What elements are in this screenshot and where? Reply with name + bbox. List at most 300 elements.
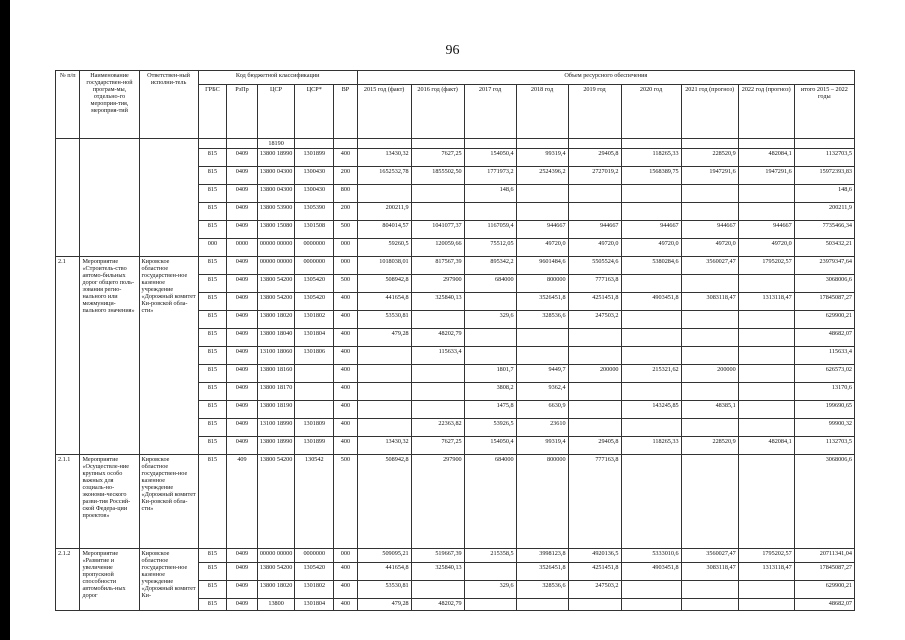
- cell-2020: [621, 599, 681, 611]
- cell-grbs: 815: [198, 203, 227, 221]
- cell-2021: 3083118,47: [681, 293, 738, 311]
- cell-2022: [738, 311, 794, 329]
- cell-csr2: [295, 401, 334, 419]
- cell-2022: 1947291,6: [738, 167, 794, 185]
- cell-2017: 684000: [464, 455, 516, 549]
- cell-vr: 000: [334, 239, 358, 257]
- cell-2017: 895342,2: [464, 257, 516, 275]
- cell-csr2: 1301899: [295, 149, 334, 167]
- cell-csr2: 1305420: [295, 275, 334, 293]
- cell-2015: [357, 365, 411, 383]
- cell-2018: 3526451,8: [516, 293, 568, 311]
- cell-csr: 13800 18990: [257, 437, 295, 455]
- cell-csr2: 1300430: [295, 185, 334, 203]
- cell-grbs: 815: [198, 365, 227, 383]
- cell-2018: 2524396,2: [516, 167, 568, 185]
- cell-2019: 777163,8: [568, 455, 621, 549]
- cell-2019: 49720,0: [568, 239, 621, 257]
- cell-2015: 479,28: [357, 329, 411, 347]
- cell-total: 199690,65: [794, 401, 854, 419]
- header-2022: 2022 год (прогноз): [738, 85, 794, 139]
- cell-csr: 13100 18060: [257, 347, 295, 365]
- cell-total: 20711341,04: [794, 549, 854, 563]
- cell-2018: [516, 599, 568, 611]
- cell-2016: 297900: [411, 275, 464, 293]
- cell-2020: 118265,33: [621, 437, 681, 455]
- cell-2021: [681, 419, 738, 437]
- cell-grbs: 815: [198, 419, 227, 437]
- header-2017: 2017 год: [464, 85, 516, 139]
- cell-rzpr: 0409: [227, 383, 258, 401]
- cell-total: 115633,4: [794, 347, 854, 365]
- cell-total: 7735466,34: [794, 221, 854, 239]
- cell-2019: [568, 139, 621, 149]
- cell-rzpr: 409: [227, 455, 258, 549]
- cell-2018: 3526451,8: [516, 563, 568, 581]
- cell-csr: 00000 00000: [257, 239, 295, 257]
- cell-2019: [568, 599, 621, 611]
- cell-vr: 400: [334, 599, 358, 611]
- cell-2019: 777163,8: [568, 275, 621, 293]
- cell-2022: [738, 581, 794, 599]
- cell-2019: [568, 203, 621, 221]
- cell-csr: 13800 54200: [257, 293, 295, 311]
- cell-vr: 400: [334, 581, 358, 599]
- cell-2022: 1313118,47: [738, 293, 794, 311]
- cell-2018: 9601484,6: [516, 257, 568, 275]
- cell-2019: 4251451,8: [568, 563, 621, 581]
- cell-2020: 118265,33: [621, 149, 681, 167]
- cell-total: 503432,21: [794, 239, 854, 257]
- cell-2019: 247503,2: [568, 311, 621, 329]
- cell-2021: [681, 581, 738, 599]
- cell-2018: [516, 185, 568, 203]
- cell-2021: [681, 311, 738, 329]
- header-grbs: ГРБС: [198, 85, 227, 139]
- cell-2021: [681, 185, 738, 203]
- cell-csr2: 1301802: [295, 311, 334, 329]
- cell-2017: 154050,4: [464, 149, 516, 167]
- cell-rzpr: 0409: [227, 419, 258, 437]
- cell-rzpr: [227, 139, 258, 149]
- cell-grbs: 815: [198, 185, 227, 203]
- cell-2019: 200000: [568, 365, 621, 383]
- cell-total: 1132703,5: [794, 149, 854, 167]
- cell-2015: 53530,81: [357, 311, 411, 329]
- cell-2021: [681, 383, 738, 401]
- cell-2022: [738, 383, 794, 401]
- cell-2022: [738, 365, 794, 383]
- cell-2020: [621, 185, 681, 203]
- cell-csr2: 1301508: [295, 221, 334, 239]
- cell-name: Мероприятие «Осуществле-ние крупных особо важных для социаль-но-экономи-ческого разви-тия Россий-ской Федера-ции проектов»: [80, 455, 139, 549]
- cell-total: 200211,9: [794, 203, 854, 221]
- cell-2021: 3560027,47: [681, 549, 738, 563]
- cell-csr: 13800 04300: [257, 167, 295, 185]
- cell-2016: [411, 401, 464, 419]
- cell-2015: 53530,81: [357, 581, 411, 599]
- cell-2019: 247503,2: [568, 581, 621, 599]
- cell-vr: 400: [334, 311, 358, 329]
- cell-2016: 297900: [411, 455, 464, 549]
- cell-grbs: 815: [198, 347, 227, 365]
- cell-2018: [516, 329, 568, 347]
- cell-2021: 3083118,47: [681, 563, 738, 581]
- cell-executor: Кировское областное государствен-ное казенное учреждение «Дорожный комитет Ки-: [139, 549, 198, 611]
- cell-2021: 228520,9: [681, 149, 738, 167]
- cell-2015: 200211,9: [357, 203, 411, 221]
- cell-2018: 328536,6: [516, 581, 568, 599]
- cell-csr2: 1305390: [295, 203, 334, 221]
- cell-csr: 00000 00000: [257, 549, 295, 563]
- cell-csr2: 1305420: [295, 293, 334, 311]
- cell-2017: 53926,5: [464, 419, 516, 437]
- cell-csr2: 1301804: [295, 599, 334, 611]
- cell-2016: [411, 383, 464, 401]
- cell-2016: 7627,25: [411, 437, 464, 455]
- cell-2021: [681, 347, 738, 365]
- cell-2021: [681, 139, 738, 149]
- cell-2021: 49720,0: [681, 239, 738, 257]
- cell-2015: 1652532,78: [357, 167, 411, 185]
- cell-2015: 508942,8: [357, 275, 411, 293]
- cell-rzpr: 0409: [227, 185, 258, 203]
- cell-2021: [681, 275, 738, 293]
- cell-total: 17845087,27: [794, 563, 854, 581]
- header-num: № п/п: [56, 71, 80, 139]
- cell-csr: 13100 18990: [257, 419, 295, 437]
- cell-2017: 148,6: [464, 185, 516, 203]
- cell-rzpr: 0409: [227, 347, 258, 365]
- cell-2018: 9362,4: [516, 383, 568, 401]
- cell-2022: [738, 139, 794, 149]
- cell-2016: [411, 139, 464, 149]
- cell-2020: [621, 311, 681, 329]
- cell-2016: 22363,82: [411, 419, 464, 437]
- cell-2015: 441654,8: [357, 563, 411, 581]
- page-number: 96: [445, 43, 460, 58]
- cell-rzpr: 0409: [227, 563, 258, 581]
- cell-csr: 13800 04300: [257, 185, 295, 203]
- cell-2017: 1801,7: [464, 365, 516, 383]
- cell-2018: 944667: [516, 221, 568, 239]
- cell-2015: [357, 383, 411, 401]
- cell-2019: [568, 401, 621, 419]
- cell-2018: 328536,6: [516, 311, 568, 329]
- cell-2016: [411, 185, 464, 203]
- cell-total: 629900,21: [794, 311, 854, 329]
- cell-grbs: 815: [198, 149, 227, 167]
- cell-total: 48682,07: [794, 329, 854, 347]
- cell-vr: 500: [334, 275, 358, 293]
- cell-grbs: 815: [198, 581, 227, 599]
- cell-num: 2.1: [56, 257, 80, 455]
- cell-2019: 5505524,6: [568, 257, 621, 275]
- cell-csr: 13800 18040: [257, 329, 295, 347]
- cell-grbs: 815: [198, 437, 227, 455]
- cell-total: 629900,21: [794, 581, 854, 599]
- cell-grbs: 815: [198, 221, 227, 239]
- header-rzpr: РзПр: [227, 85, 258, 139]
- cell-2019: 29405,8: [568, 149, 621, 167]
- cell-2020: 49720,0: [621, 239, 681, 257]
- cell-csr2: 0000000: [295, 257, 334, 275]
- cell-2015: 479,28: [357, 599, 411, 611]
- scan-edge-bar: [0, 0, 10, 640]
- cell-csr2: 0000000: [295, 549, 334, 563]
- cell-2021: 48385,1: [681, 401, 738, 419]
- cell-executor: [139, 139, 198, 257]
- cell-2017: 215358,5: [464, 549, 516, 563]
- cell-2022: 1313118,47: [738, 563, 794, 581]
- cell-2018: 800000: [516, 455, 568, 549]
- cell-csr2: 1301806: [295, 347, 334, 365]
- cell-2015: 509095,21: [357, 549, 411, 563]
- cell-grbs: 815: [198, 383, 227, 401]
- cell-2022: [738, 329, 794, 347]
- cell-2018: 99319,4: [516, 437, 568, 455]
- cell-csr: 00000 00000: [257, 257, 295, 275]
- cell-2018: 3998123,8: [516, 549, 568, 563]
- cell-2021: 200000: [681, 365, 738, 383]
- cell-2018: 9449,7: [516, 365, 568, 383]
- cell-csr: 13800 54200: [257, 563, 295, 581]
- cell-name: Мероприятие «Строитель-ство автомо-бильных дорог общего поль-зования регио-нального или межмуници-пального значения»: [80, 257, 139, 455]
- cell-2016: [411, 581, 464, 599]
- cell-2022: [738, 401, 794, 419]
- cell-vr: 800: [334, 185, 358, 203]
- cell-vr: 400: [334, 383, 358, 401]
- cell-2015: 804014,57: [357, 221, 411, 239]
- cell-grbs: 815: [198, 167, 227, 185]
- cell-2020: [621, 203, 681, 221]
- cell-2019: 2727019,2: [568, 167, 621, 185]
- cell-2020: [621, 383, 681, 401]
- cell-rzpr: 0409: [227, 257, 258, 275]
- cell-total: 3068006,6: [794, 275, 854, 293]
- resource-table: [55, 70, 855, 611]
- cell-2018: 6630,9: [516, 401, 568, 419]
- cell-2016: [411, 203, 464, 221]
- cell-executor: Кировское областное государствен-ное казенное учреждение «Дорожный комитет Ки-ровской обла-сти»: [139, 455, 198, 549]
- cell-2017: [464, 329, 516, 347]
- cell-2022: [738, 275, 794, 293]
- cell-num: 2.1.1: [56, 455, 80, 549]
- cell-2015: 59260,5: [357, 239, 411, 257]
- cell-2020: [621, 455, 681, 549]
- cell-2015: [357, 401, 411, 419]
- cell-2018: 49720,0: [516, 239, 568, 257]
- cell-rzpr: 0409: [227, 311, 258, 329]
- cell-name: Мероприятие «Развитие и увеличение пропускной способности автомобиль-ных дорог: [80, 549, 139, 611]
- cell-2017: [464, 203, 516, 221]
- cell-2020: 5333010,6: [621, 549, 681, 563]
- cell-2017: 329,6: [464, 581, 516, 599]
- cell-grbs: 815: [198, 401, 227, 419]
- cell-2015: [357, 419, 411, 437]
- cell-vr: 000: [334, 549, 358, 563]
- cell-total: 48682,07: [794, 599, 854, 611]
- cell-total: 13170,6: [794, 383, 854, 401]
- cell-csr2: [295, 365, 334, 383]
- cell-2020: [621, 347, 681, 365]
- cell-csr: 13800 54200: [257, 275, 295, 293]
- cell-2022: 944667: [738, 221, 794, 239]
- cell-csr: 13800 53900: [257, 203, 295, 221]
- cell-2017: 3808,2: [464, 383, 516, 401]
- cell-csr2: 1305420: [295, 563, 334, 581]
- table-header: [56, 71, 855, 139]
- cell-rzpr: 0409: [227, 329, 258, 347]
- cell-2020: [621, 139, 681, 149]
- cell-2017: 1167059,4: [464, 221, 516, 239]
- cell-2021: 228520,9: [681, 437, 738, 455]
- cell-2020: 1568389,75: [621, 167, 681, 185]
- cell-num: [56, 139, 80, 257]
- cell-2015: 1018038,01: [357, 257, 411, 275]
- cell-csr: 13800 18170: [257, 383, 295, 401]
- cell-num: 2.1.2: [56, 549, 80, 611]
- cell-2019: 4251451,8: [568, 293, 621, 311]
- cell-grbs: 815: [198, 455, 227, 549]
- cell-2019: [568, 185, 621, 203]
- cell-2022: 482084,1: [738, 149, 794, 167]
- cell-2017: 329,6: [464, 311, 516, 329]
- cell-total: 626573,02: [794, 365, 854, 383]
- cell-csr: 13800 18190: [257, 401, 295, 419]
- cell-rzpr: 0409: [227, 221, 258, 239]
- cell-rzpr: 0409: [227, 149, 258, 167]
- header-budget-code: Код бюджетной классификации: [198, 71, 357, 85]
- cell-total: [794, 139, 854, 149]
- cell-csr: 18190: [257, 139, 295, 149]
- cell-csr2: 1301809: [295, 419, 334, 437]
- cell-2017: [464, 139, 516, 149]
- cell-2015: 13430,32: [357, 149, 411, 167]
- cell-2018: 99319,4: [516, 149, 568, 167]
- cell-2021: [681, 329, 738, 347]
- cell-2020: 143245,85: [621, 401, 681, 419]
- cell-2021: 944667: [681, 221, 738, 239]
- table-row: [56, 455, 855, 549]
- cell-2016: 115633,4: [411, 347, 464, 365]
- cell-rzpr: 0409: [227, 581, 258, 599]
- cell-2020: [621, 329, 681, 347]
- cell-2022: 49720,0: [738, 239, 794, 257]
- cell-vr: 400: [334, 437, 358, 455]
- cell-2018: [516, 139, 568, 149]
- cell-vr: 200: [334, 203, 358, 221]
- cell-csr: 13800 18020: [257, 311, 295, 329]
- header-2020: 2020 год: [621, 85, 681, 139]
- cell-2015: 441654,8: [357, 293, 411, 311]
- cell-2016: [411, 311, 464, 329]
- cell-2019: 29405,8: [568, 437, 621, 455]
- cell-2015: [357, 139, 411, 149]
- cell-2022: [738, 599, 794, 611]
- header-name: Наименование государствен-ной програм-мы, отдельно-го мероприя-тия, мероприя-тий: [80, 71, 139, 139]
- cell-2022: [738, 203, 794, 221]
- cell-2016: 1041077,37: [411, 221, 464, 239]
- cell-vr: 500: [334, 221, 358, 239]
- header-vr: ВР: [334, 85, 358, 139]
- cell-grbs: 815: [198, 257, 227, 275]
- cell-csr2: [295, 383, 334, 401]
- cell-grbs: 815: [198, 549, 227, 563]
- cell-2022: 1795202,57: [738, 257, 794, 275]
- cell-2018: 800000: [516, 275, 568, 293]
- cell-csr2: 1301802: [295, 581, 334, 599]
- cell-2015: [357, 185, 411, 203]
- cell-2017: 154050,4: [464, 437, 516, 455]
- cell-2020: 215321,62: [621, 365, 681, 383]
- cell-grbs: 815: [198, 329, 227, 347]
- cell-total: 17845087,27: [794, 293, 854, 311]
- cell-2019: 944667: [568, 221, 621, 239]
- cell-2019: [568, 419, 621, 437]
- cell-grbs: [198, 139, 227, 149]
- cell-rzpr: 0000: [227, 239, 258, 257]
- cell-csr2: 0000000: [295, 239, 334, 257]
- cell-executor: Кировское областное государствен-ное казенное учреждение «Дорожный комитет Ки-ровской обла-сти»: [139, 257, 198, 455]
- header-csr: ЦСР: [257, 85, 295, 139]
- table-row: [56, 257, 855, 275]
- cell-total: 3068006,6: [794, 455, 854, 549]
- cell-vr: 400: [334, 329, 358, 347]
- cell-total: 1132703,5: [794, 437, 854, 455]
- cell-rzpr: 0409: [227, 401, 258, 419]
- cell-2017: [464, 347, 516, 365]
- header-executor: Ответствен-ный исполни-тель: [139, 71, 198, 139]
- cell-rzpr: 0409: [227, 365, 258, 383]
- cell-2016: 519667,39: [411, 549, 464, 563]
- cell-2017: 75512,05: [464, 239, 516, 257]
- cell-rzpr: 0409: [227, 293, 258, 311]
- cell-2018: [516, 347, 568, 365]
- table-body: [56, 139, 855, 611]
- cell-2016: 120059,66: [411, 239, 464, 257]
- cell-vr: 400: [334, 347, 358, 365]
- cell-2015: [357, 347, 411, 365]
- table-row: [56, 139, 855, 149]
- cell-rzpr: 0409: [227, 437, 258, 455]
- header-2018: 2018 год: [516, 85, 568, 139]
- cell-grbs: 000: [198, 239, 227, 257]
- cell-2022: [738, 419, 794, 437]
- cell-2017: 1475,8: [464, 401, 516, 419]
- cell-2020: 5380284,6: [621, 257, 681, 275]
- cell-csr2: 1301804: [295, 329, 334, 347]
- table-row: [56, 549, 855, 563]
- cell-rzpr: 0409: [227, 599, 258, 611]
- cell-rzpr: 0409: [227, 275, 258, 293]
- header-2016: 2016 год (факт): [411, 85, 464, 139]
- cell-2016: 48202,79: [411, 599, 464, 611]
- cell-2016: 1855502,50: [411, 167, 464, 185]
- cell-csr: 13800 18990: [257, 149, 295, 167]
- cell-vr: 200: [334, 167, 358, 185]
- cell-2021: [681, 599, 738, 611]
- cell-2016: 48202,79: [411, 329, 464, 347]
- cell-2020: 4903451,8: [621, 563, 681, 581]
- cell-2019: [568, 329, 621, 347]
- header-resource: Объем ресурсного обеспечения: [357, 71, 854, 85]
- cell-2019: 4920136,5: [568, 549, 621, 563]
- header-2019: 2019 год: [568, 85, 621, 139]
- cell-2021: 3560027,47: [681, 257, 738, 275]
- cell-vr: 400: [334, 365, 358, 383]
- cell-vr: 400: [334, 149, 358, 167]
